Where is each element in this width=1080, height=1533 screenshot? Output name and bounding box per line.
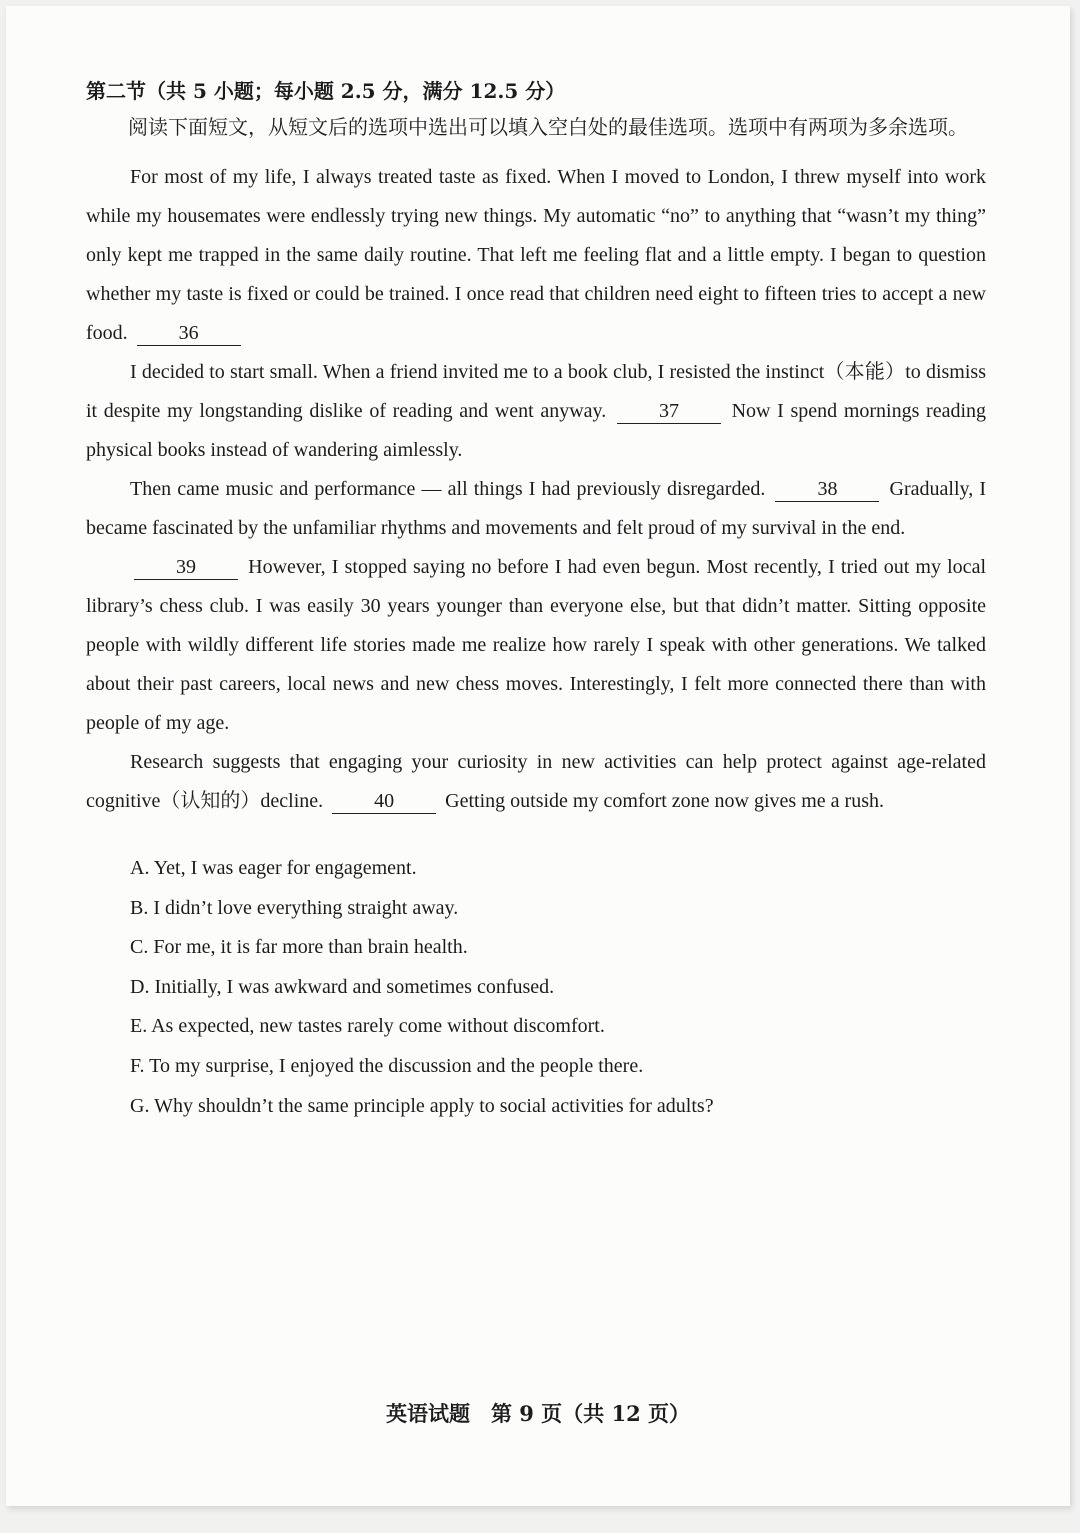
option-e[interactable]: E. As expected, new tastes rarely come without discomfort.: [130, 1015, 605, 1038]
option-a[interactable]: A. Yet, I was eager for engagement.: [130, 857, 417, 879]
option-b[interactable]: B. I didn’t love everything straight away.: [130, 896, 459, 919]
section-title: 第二节（共 5 小题；每小题 2.5 分，满分 12.5 分）: [86, 79, 566, 103]
answer-options: [86, 849, 986, 1126]
reading-passage: [86, 158, 986, 821]
blank-36[interactable]: 36: [137, 321, 241, 346]
blank-40[interactable]: 40: [332, 789, 436, 814]
passage-paragraph-2: [86, 353, 986, 470]
blank-38[interactable]: 38: [775, 477, 879, 502]
option-c[interactable]: C. For me, it is far more than brain health.: [130, 936, 468, 959]
passage-paragraph-3: [86, 470, 986, 548]
paragraph-text: However, I stopped saying no before I had even begun. Most recently, I tried out my local library’s chess club. I was easily 30 years younger than everyone else, but that didn’t matter. Sitting opposite people with wildly different life stories made me realize how rarely I speak with other generations. We talked about their past careers, local news and new chess moves. Interestingly, I felt more connected there than with people of my age.: [86, 556, 986, 734]
section-instruction: 阅读下面短文，从短文后的选项中选出可以填入空白处的最佳选项。选项中有两项为多余选项。: [128, 115, 968, 139]
paragraph-text: Then came music and performance — all things I had previously disregarded.: [130, 478, 766, 500]
paragraph-text: For most of my life, I always treated taste as fixed. When I moved to London, I threw myself into work while my housemates were endlessly trying new things. My automatic “no” to anything that “wasn’t my thing” only kept me trapped in the same daily routine. That left me feeling flat and a little empty. I began to question whether my taste is fixed or could be trained. I once read that children need eight to fifteen tries to accept a new food.: [86, 166, 986, 344]
passage-paragraph-4: [86, 548, 986, 743]
paragraph-text: Now I spend mornings reading physical books instead of wandering aimlessly.: [86, 400, 987, 461]
option-g[interactable]: G. Why shouldn’t the same principle apply to social activities for adults?: [130, 1094, 714, 1117]
option-d[interactable]: D. Initially, I was awkward and sometimes confused.: [130, 975, 555, 998]
option-f[interactable]: F. To my surprise, I enjoyed the discussion and the people there.: [130, 1054, 644, 1077]
blank-39[interactable]: 39: [134, 555, 238, 580]
paragraph-text: Research suggests that engaging your curiosity in new activities can help protect against age-related cognitive（认知的）decline.: [86, 751, 986, 812]
paragraph-text: Getting outside my comfort zone now gives me a rush.: [445, 790, 884, 812]
exam-page: [6, 6, 1070, 1506]
blank-37[interactable]: 37: [617, 399, 721, 424]
paragraph-text: I decided to start small. When a friend invited me to a book club, I resisted the instinct（本能）to dismiss it despite my longstanding dislike of reading and went anyway.: [86, 361, 986, 422]
paragraph-text: Gradually, I became fascinated by the unfamiliar rhythms and movements and felt proud of my survival in the end.: [86, 478, 986, 539]
page-content: [86, 74, 986, 1126]
page-footer: 英语试题 第 9 页（共 12 页）: [385, 1401, 691, 1426]
passage-paragraph-1: [86, 158, 986, 353]
passage-paragraph-5: [86, 743, 986, 821]
